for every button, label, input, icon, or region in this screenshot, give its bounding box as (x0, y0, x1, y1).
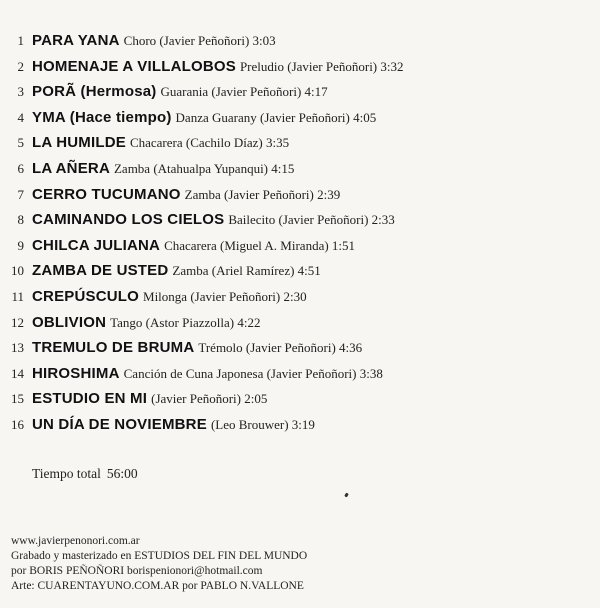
track-row (0, 79, 600, 105)
track-row (0, 361, 600, 387)
track-detail: Danza Guarany (Javier Peñoñori) 4:05 (175, 109, 377, 125)
track-number: 14 (11, 365, 24, 381)
track-number: 13 (11, 340, 24, 356)
track-number: 9 (17, 237, 24, 253)
track-title: PORÃ (Hermosa) (32, 83, 157, 101)
recording-credit: Grabado y masterizado en ESTUDIOS DEL FIN DEL MUNDO (11, 550, 308, 562)
track-detail: Choro (Javier Peñoñori) 3:03 (123, 33, 276, 48)
track-title: ESTUDIO EN MI (32, 390, 148, 408)
track-number: 10 (11, 263, 24, 279)
track-row (0, 233, 600, 259)
track-detail: Milonga (Javier Peñoñori) 2:30 (143, 288, 307, 304)
producer-credit: por BORIS PEÑOÑORI borispenionori@hotmail.com (11, 565, 263, 577)
track-detail: (Leo Brouwer) 3:19 (210, 416, 315, 432)
track-number: 5 (17, 135, 24, 151)
track-detail: Trémolo (Javier Peñoñori) 4:36 (198, 340, 363, 356)
track-number: 4 (17, 109, 24, 125)
print-speck (344, 493, 349, 498)
track-row (0, 28, 600, 54)
track-row (0, 130, 600, 156)
track-title: YMA (Hace tiempo) (32, 108, 172, 126)
track-detail: Preludio (Javier Peñoñori) 3:32 (239, 58, 404, 74)
track-row (0, 105, 600, 131)
track-title: CAMINANDO LOS CIELOS (32, 211, 225, 229)
track-detail: (Javier Peñoñori) 2:05 (151, 391, 268, 407)
track-row (0, 156, 600, 182)
total-time (32, 466, 138, 482)
track-title: CHILCA JULIANA (32, 236, 161, 254)
track-title: TREMULO DE BRUMA (32, 339, 195, 357)
track-detail: Bailecito (Javier Peñoñori) 2:33 (228, 212, 395, 228)
track-title: CERRO TUCUMANO (32, 185, 181, 203)
track-detail: Canción de Cuna Japonesa (Javier Peñoñori) 3:38 (123, 365, 383, 381)
total-time-value: 56:00 (106, 466, 138, 481)
track-number: 8 (17, 212, 24, 228)
track-row (0, 54, 600, 80)
track-number: 12 (11, 314, 24, 330)
track-row (0, 335, 600, 361)
track-detail: Tango (Astor Piazzolla) 4:22 (110, 314, 261, 330)
track-list (0, 28, 600, 438)
track-title: PARA YANA (32, 32, 120, 49)
track-number: 7 (17, 186, 24, 202)
website-text: www.javierpenonori.com.ar (11, 535, 140, 547)
track-row (0, 310, 600, 336)
track-number: 2 (17, 58, 24, 74)
track-detail: Zamba (Atahualpa Yupanqui) 4:15 (113, 160, 295, 176)
track-number: 1 (17, 33, 24, 48)
track-row (0, 182, 600, 208)
track-row (0, 207, 600, 233)
track-number: 11 (11, 288, 24, 304)
track-title: LA HUMILDE (32, 134, 126, 152)
track-title: HIROSHIMA (32, 364, 120, 382)
track-detail: Zamba (Javier Peñoñori) 2:39 (184, 186, 341, 202)
track-row (0, 284, 600, 310)
track-row (0, 412, 600, 438)
total-time-label: Tiempo total (32, 466, 101, 481)
track-detail: Guarania (Javier Peñoñori) 4:17 (160, 84, 328, 100)
track-number: 6 (17, 160, 24, 176)
art-credit: Arte: CUARENTAYUNO.COM.AR por PABLO N.VALLONE (11, 580, 304, 592)
track-title: OBLIVION (32, 313, 107, 331)
track-detail: Chacarera (Miguel A. Miranda) 1:51 (164, 237, 356, 253)
track-number: 15 (11, 391, 24, 407)
track-title: CREPÚSCULO (32, 287, 140, 305)
track-title: LA AÑERA (32, 159, 110, 177)
credits-block (11, 534, 591, 594)
track-row (0, 258, 600, 284)
track-detail: Zamba (Ariel Ramírez) 4:51 (172, 263, 321, 279)
track-title: HOMENAJE A VILLALOBOS (32, 57, 236, 75)
track-row (0, 386, 600, 412)
track-number: 16 (11, 416, 24, 432)
track-number: 3 (17, 84, 24, 100)
track-title: ZAMBA DE USTED (32, 262, 169, 280)
track-detail: Chacarera (Cachilo Díaz) 3:35 (129, 135, 290, 151)
track-title: UN DÍA DE NOVIEMBRE (32, 415, 207, 433)
